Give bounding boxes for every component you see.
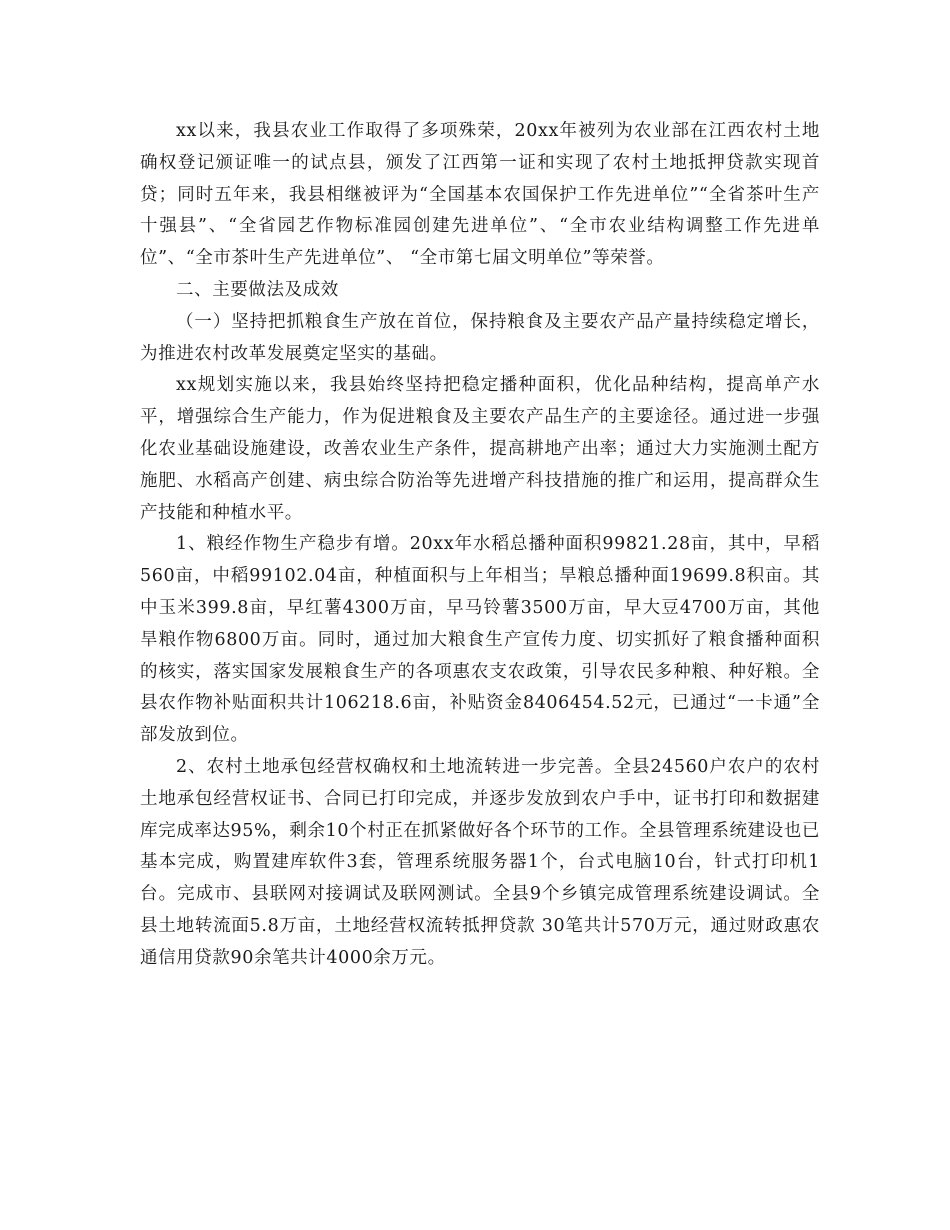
paragraph-honors: xx以来，我县农业工作取得了多项殊荣，20xx年被列为农业部在江西农村土地确权登记颁证唯一的试点县，颁发了江西第一证和实现了农村土地抵押贷款实现首贷；同时五年来，我县相继被评为“全国基本农国保护工作先进单位”“全省茶叶生产十强县”、“全省园艺作物标准园创建先进单位”、“全市农业结构调整工作先进单位”、“全市茶叶生产先进单位”、 “全市第七届文明单位”等荣誉。 — [140, 121, 820, 269]
paragraph-crop-production: 1、粮经作物生产稳步有增。20xx年水稻总播种面积99821.28亩，其中，早稻560亩，中稻99102.04亩，种植面积与上年相当；旱粮总播种面19699.8积亩。其中玉米399.8亩，早红薯4300万亩，早马铃薯3500万亩，早大豆4700万亩，其他旱粮作物6800万亩。同时，通过加大粮食生产宣传力度、切实抓好了粮食播种面积的核实，落实国家发展粮食生产的各项惠农支农政策，引导农民多种粮、种好粮。全县农作物补贴面积共计106218.6亩，补贴资金8406454.52元，已通过“一卡通”全部发放到位。 — [140, 534, 820, 746]
paragraph-planning: xx规划实施以来，我县始终坚持把稳定播种面积，优化品种结构，提高单产水平，增强综合生产能力，作为促进粮食及主要农产品生产的主要途径。通过进一步强化农业基础设施建设，改善农业生产条件，提高耕地产出率；通过大力实施测土配方施肥、水稻高产创建、病虫综合防治等先进增产科技措施的推广和运用，提高群众生产技能和种植水平。 — [140, 375, 820, 523]
section-heading-main-practices: 二、主要做法及成效 — [176, 279, 339, 300]
document-body — [140, 116, 820, 975]
subheading-grain-production: （一）坚持把抓粮食生产放在首位，保持粮食及主要农产品产量持续稳定增长，为推进农村改革发展奠定坚实的基础。 — [140, 311, 820, 364]
paragraph-land-rights: 2、农村土地承包经营权确权和土地流转进一步完善。全县24560户农户的农村土地承包经营权证书、合同已打印完成，并逐步发放到农户手中，证书打印和数据建库完成率达95%，剩余10个村正在抓紧做好各个环节的工作。全县管理系统建设也已基本完成，购置建库软件3套，管理系统服务器1个，台式电脑10台，针式打印机1台。完成市、县联网对接调试及联网测试。全县9个乡镇完成管理系统建设调试。全县土地转流面5.8万亩，土地经营权流转抵押贷款 30笔共计570万元，通过财政惠农通信用贷款90余笔共计4000余万元。 — [140, 756, 820, 968]
